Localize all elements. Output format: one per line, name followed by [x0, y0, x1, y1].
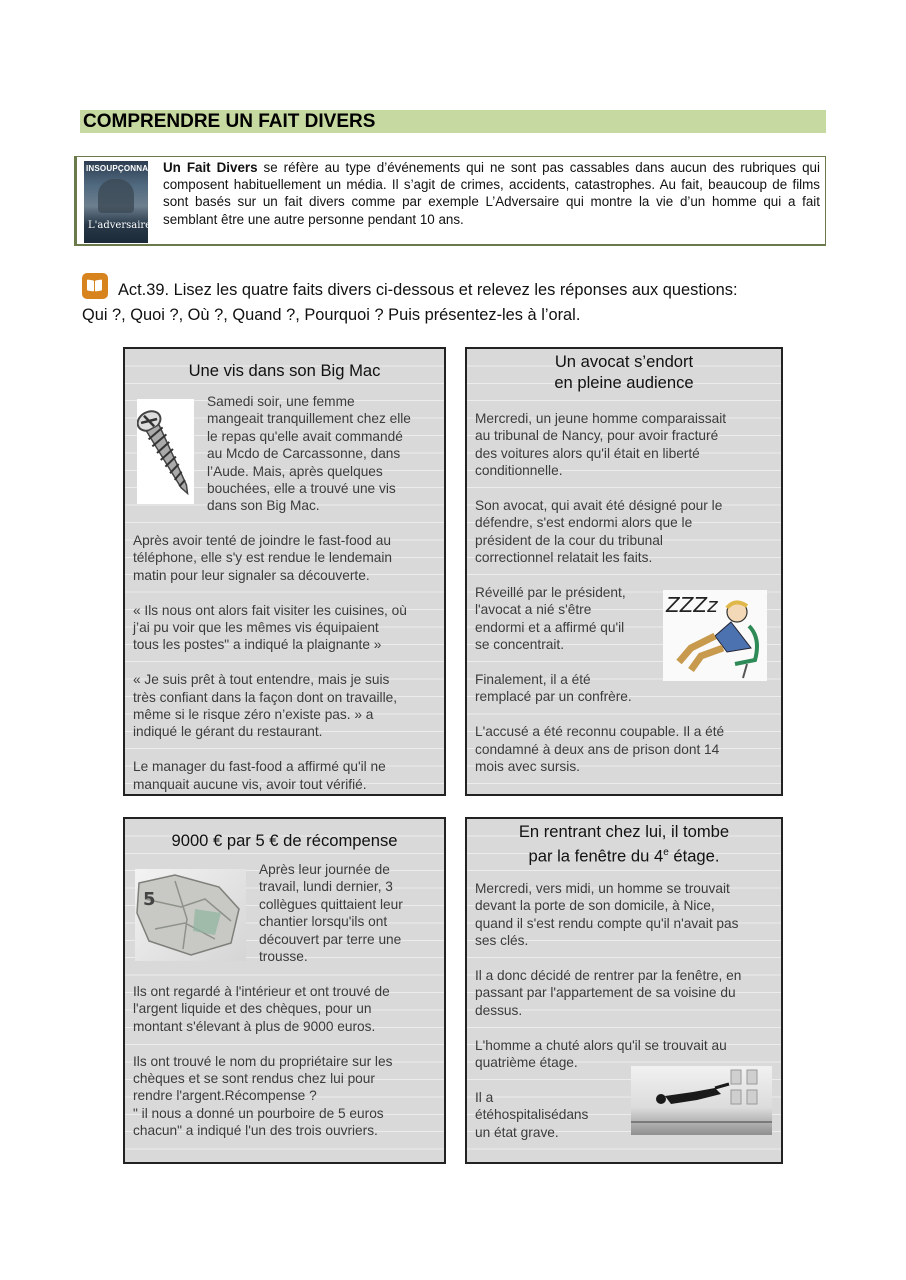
body-line: remplacé par un confrère. [475, 689, 632, 705]
poster-top-text: INSOUPÇONNABLE [86, 164, 165, 173]
body-line: endormi et a affirmé qu'il [475, 619, 625, 635]
body-line: tous les postes" a indiqué la plaignante » [133, 637, 382, 653]
intro-text [163, 159, 820, 228]
card-title-line-2 [467, 842, 781, 867]
banknote-icon [135, 869, 246, 961]
body-line: Son avocat, qui avait été désigné pour le [475, 498, 723, 514]
body-line: Finalement, il a été [475, 672, 591, 688]
title-superscript: e [663, 847, 669, 858]
screw-image [137, 399, 194, 504]
news-card-avocat [465, 347, 783, 796]
body-line: dessus. [475, 1002, 523, 1018]
body-line: condamné à deux ans de prison dont 14 [475, 741, 720, 757]
title-main: par la fenêtre du 4 [528, 846, 664, 866]
body-line: rendre l'argent.Récompense ? [133, 1088, 317, 1104]
side-line: dans son Big Mac. [207, 498, 320, 514]
body-line: « Ils nous ont alors fait visiter les cuisines, où [133, 602, 407, 618]
body-line: Ils ont regardé à l'intérieur et ont trouvé de [133, 984, 390, 999]
falling-man-image [631, 1066, 772, 1135]
body-line: Mercredi, vers midi, un homme se trouvait [475, 881, 730, 896]
body-line: se concentrait. [475, 637, 565, 653]
screw-icon [137, 399, 194, 504]
card-title-line-1: Un avocat s’endort [554, 352, 694, 371]
body-line: conditionnelle. [475, 463, 563, 479]
film-poster-image [84, 161, 165, 243]
page-title: COMPRENDRE UN FAIT DIVERS [80, 110, 826, 133]
intro-box [74, 156, 826, 246]
body-line: l'avocat a nié s'être [475, 602, 592, 618]
body-line: chèques et se sont rendus chez lui pour [133, 1071, 375, 1087]
intro-term: Un Fait Divers [163, 160, 258, 175]
side-line: chantier lorsqu'ils ont [259, 914, 388, 930]
card-title: Une vis dans son Big Mac [188, 361, 381, 380]
body-line: « Je suis prêt à tout entendre, mais je suis [133, 672, 390, 688]
title-end: étage. [668, 846, 720, 866]
body-line: au tribunal de Nancy, pour avoir fracturé [475, 428, 719, 444]
card-title: 9000 € par 5 € de récompense [171, 831, 398, 850]
side-line: Après leur journée de [259, 862, 390, 877]
news-card-big-mac [123, 347, 446, 796]
body-line: un état grave. [475, 1124, 559, 1140]
body-line: L'accusé a été reconnu coupable. Il a été [475, 724, 725, 740]
sleeping-lawyer-image [663, 590, 767, 681]
body-line: mois avec sursis. [475, 759, 580, 775]
body-line: même si le risque zéro n’existe pas. » a [133, 707, 374, 723]
body-line: Après avoir tenté de joindre le fast-food au [133, 533, 391, 548]
side-line: travail, lundi dernier, 3 [259, 879, 393, 895]
sleeping-man-icon [663, 590, 767, 681]
body-line: quand il s'est rendu compte qu'il n'avait pas [475, 915, 739, 931]
poster-figures [98, 179, 134, 213]
body-line: j’ai pu voir que les mêmes vis équipaient [133, 620, 379, 636]
body-line: Le manager du fast-food a affirmé qu'il ne [133, 759, 386, 775]
body-line: téléphone, elle s'y est rendue le lendemain [133, 550, 393, 566]
body-line: L'homme a chuté alors qu'il se trouvait au [475, 1037, 727, 1053]
body-line: montant s'élevant à plus de 9000 euros. [133, 1018, 376, 1034]
side-line: mangeait tranquillement chez elle [207, 411, 411, 427]
side-line: Samedi soir, une femme [207, 394, 355, 409]
body-line: quatrième étage. [475, 1055, 578, 1071]
body-line: correctionnel relatait les faits. [475, 550, 653, 566]
intro-definition: se réfère au type d’événements qui ne sont pas cassables dans aucun des rubriques qui composent habituellement un média. Il s’agit de crimes, accidents, catastrophes. Au fait, beaucoup de films sont basés sur un fait divers comme par exemple L’Adversaire qui montre la vie d’un homme qui a fait semblant être une autre personne pendant 10 ans. [163, 160, 820, 227]
side-line: le repas qu'elle avait commandé [207, 428, 403, 444]
body-line: Il a donc décidé de rentrer par la fenêtre, en [475, 968, 742, 984]
card-side-text [207, 393, 439, 515]
body-line: Réveillé par le président, [475, 585, 626, 601]
card-title-line-2: en pleine audience [554, 373, 694, 392]
card-body [133, 532, 443, 793]
card-body [133, 983, 443, 1140]
side-line: bouchées, elle a trouvé une vis [207, 481, 396, 497]
body-line: matin pour leur signaler sa découverte. [133, 567, 370, 583]
body-line: passant par l'appartement de sa voisine du [475, 985, 736, 1001]
body-line: l'argent liquide et des chèques, pour un [133, 1001, 372, 1017]
body-line: défendre, s'est endormi alors que le [475, 515, 693, 531]
news-card-recompense [123, 817, 446, 1164]
body-line: très confiant dans la façon dont on travaille, [133, 689, 398, 705]
side-line: découvert par terre une [259, 931, 402, 947]
body-line: ses clés. [475, 933, 529, 949]
body-line: Il a [475, 1089, 494, 1105]
side-line: au Mcdo de Carcassonne, dans [207, 446, 401, 462]
body-line: Mercredi, un jeune homme comparaissait [475, 411, 727, 426]
side-line: l’Aude. Mais, après quelques [207, 463, 383, 479]
news-card-fenetre [465, 817, 783, 1164]
poster-title-text: L'adversaire [88, 220, 152, 231]
body-line: des voitures alors qu'il était en liberté [475, 445, 700, 461]
zzz-text: ZZZz [666, 593, 718, 617]
body-line: étéhospitalisédans [475, 1107, 589, 1123]
body-line: chacun" a indiqué l'un des trois ouvriers. [133, 1123, 378, 1139]
crumpled-banknote-image [135, 869, 246, 961]
card-title-line-1: En rentrant chez lui, il tombe [518, 822, 730, 841]
body-line: président de la cour du tribunal [475, 532, 663, 548]
activity-line-1: Act.39. Lisez les quatre faits divers ci-dessous et relevez les réponses aux questions: [118, 281, 738, 299]
activity-line-2: Qui ?, Quoi ?, Où ?, Quand ?, Pourquoi ? Puis présentez-les à l’oral. [82, 306, 581, 324]
card-side-text [259, 861, 441, 965]
side-line: collègues quittaient leur [259, 896, 403, 912]
banknote-label: 5 [143, 889, 156, 910]
falling-man-icon [631, 1066, 772, 1135]
body-line: Ils ont trouvé le nom du propriétaire sur les [133, 1053, 393, 1069]
body-line: indiqué le gérant du restaurant. [133, 724, 323, 740]
side-line: trousse. [259, 949, 308, 965]
book-icon [82, 273, 108, 299]
body-line: " il nous a donné un pourboire de 5 euros [133, 1105, 384, 1121]
body-line: manquait aucune vis, avoir tout vérifié. [133, 776, 367, 792]
body-line: devant la porte de son domicile, à Nice, [475, 898, 715, 914]
activity-instructions [82, 273, 826, 328]
